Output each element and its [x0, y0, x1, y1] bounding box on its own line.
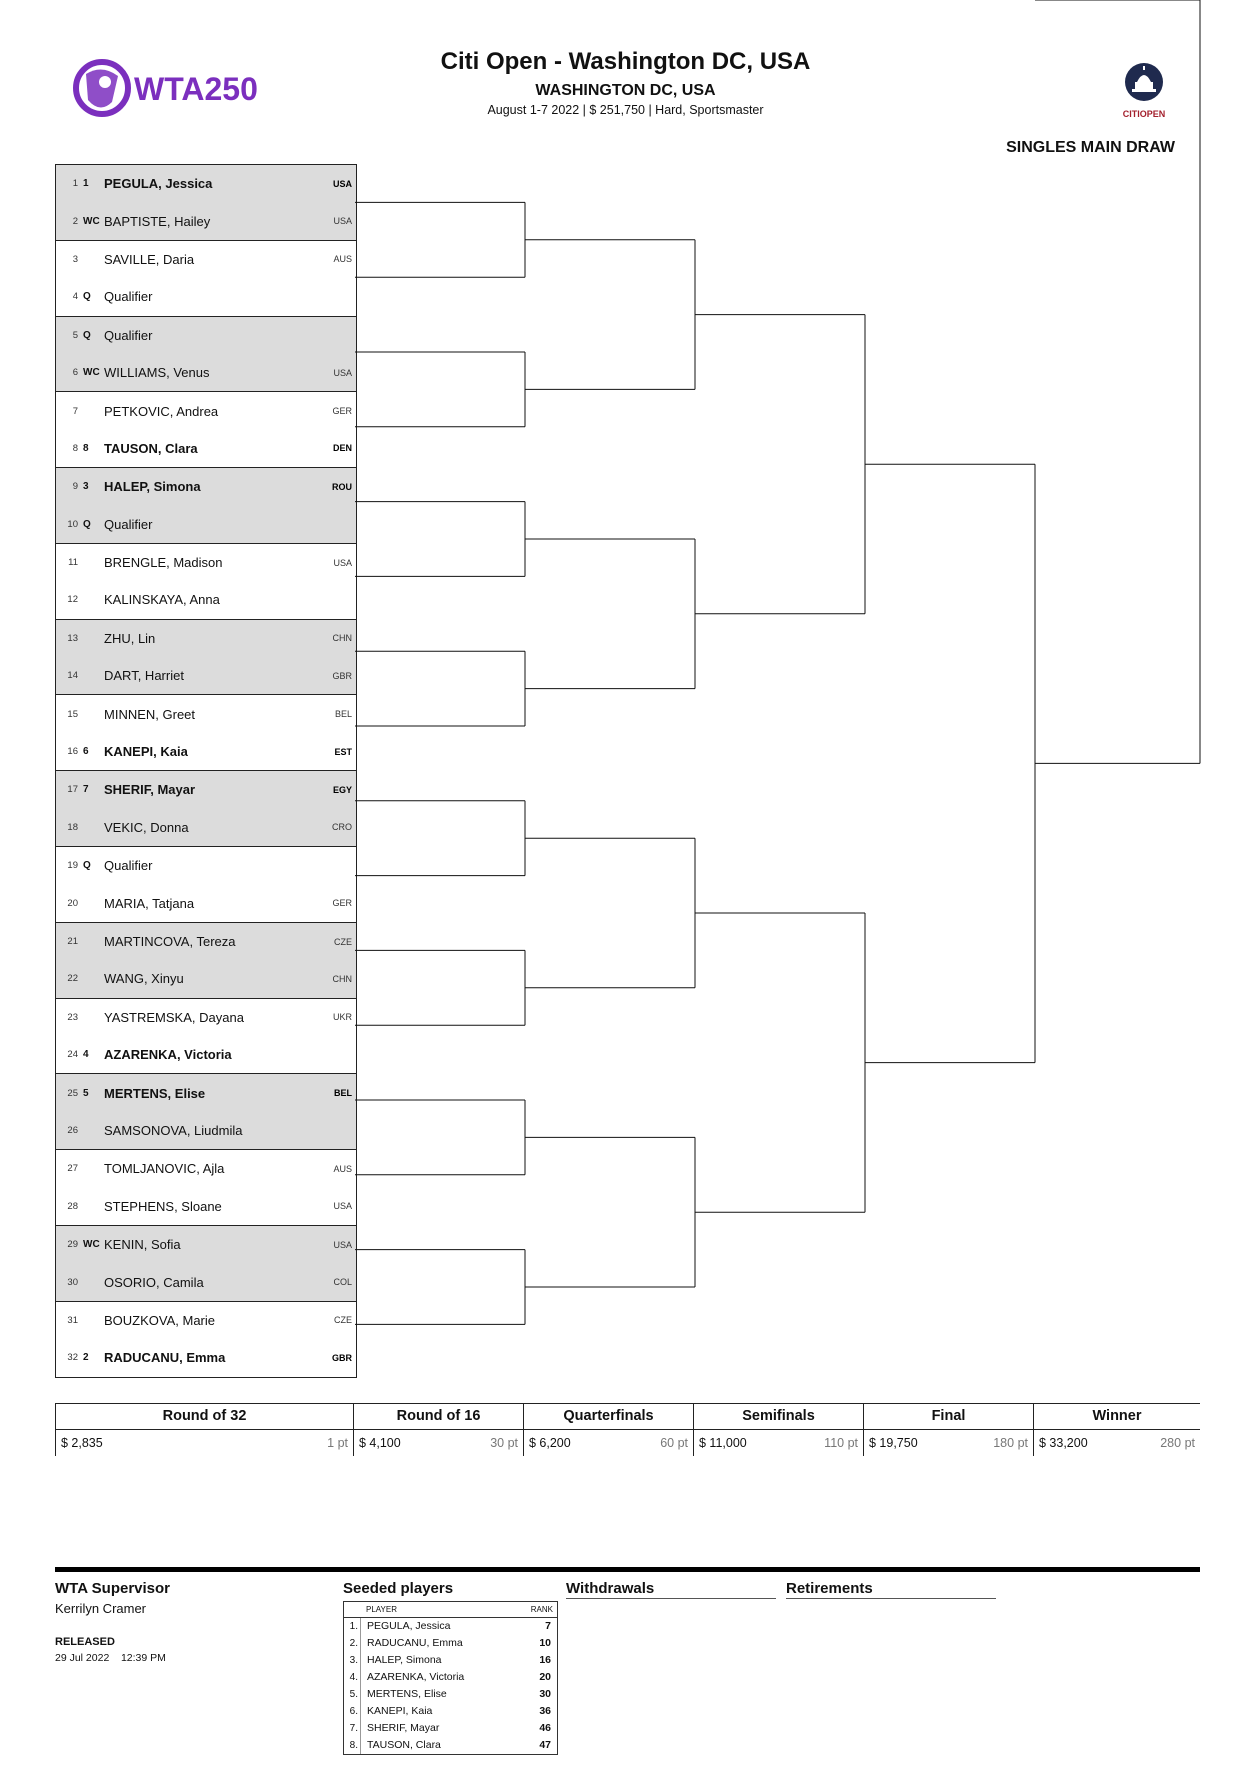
player-name: YASTREMSKA, Dayana: [104, 1009, 244, 1025]
seeded-row: [344, 1635, 557, 1652]
player-name: SHERIF, Mayar: [104, 782, 196, 798]
prize-points: 1 pt: [327, 1436, 348, 1450]
seed-rank: 7: [545, 1620, 551, 1632]
draw-seed: 1: [83, 178, 89, 190]
player-name: MERTENS, Elise: [104, 1085, 206, 1101]
player-name: RADUCANU, Emma: [104, 1350, 226, 1366]
seed-rank: 46: [539, 1722, 551, 1734]
tournament-location: WASHINGTON DC, USA: [535, 82, 716, 99]
player-name: AZARENKA, Victoria: [104, 1047, 232, 1063]
seed-rank: 36: [539, 1705, 551, 1717]
player-nationality: EGY: [332, 784, 352, 795]
seed-number: 8.: [344, 1737, 361, 1754]
player-name: PETKOVIC, Andrea: [104, 403, 219, 419]
seed-player: RADUCANU, Emma: [367, 1637, 463, 1649]
draw-position: 1: [72, 178, 78, 190]
player-nationality: CZE: [334, 936, 352, 947]
player-nationality: AUS: [333, 254, 352, 265]
seed-number: 4.: [344, 1669, 361, 1686]
player-nationality: UKR: [332, 1012, 352, 1023]
seed-player: HALEP, Simona: [367, 1654, 442, 1666]
seed-player: TAUSON, Clara: [367, 1739, 441, 1751]
player-nationality: CHN: [332, 633, 352, 644]
draw-seed: WC: [83, 1239, 100, 1251]
player-name: DART, Harriet: [104, 668, 184, 684]
seeded-row: [344, 1686, 557, 1703]
draw-seed: WC: [83, 215, 100, 227]
player-nationality: GER: [332, 898, 352, 909]
draw-position: 29: [67, 1239, 78, 1251]
player-name: WILLIAMS, Venus: [104, 365, 210, 381]
draw-seed: 8: [83, 442, 89, 454]
prize-money: $ 19,750: [869, 1436, 918, 1450]
prize-round-header: Quarterfinals: [523, 1404, 693, 1429]
prize-round-header: Winner: [1033, 1404, 1200, 1429]
seeded-label: Seeded players: [343, 1580, 454, 1597]
prize-cell: [523, 1430, 693, 1456]
prize-money: $ 4,100: [359, 1436, 401, 1450]
prize-round-header: Round of 16: [353, 1404, 523, 1429]
released-date: 29 Jul 2022 12:39 PM: [55, 1652, 166, 1664]
draw-position: 23: [67, 1011, 78, 1023]
player-name: TOMLJANOVIC, Ajla: [104, 1161, 225, 1177]
player-nationality: ROU: [332, 481, 352, 492]
draw-position: 16: [67, 746, 78, 758]
draw-position: 9: [72, 481, 78, 493]
seed-number: 3.: [344, 1652, 361, 1669]
seed-player: AZARENKA, Victoria: [367, 1671, 465, 1683]
draw-position: 28: [67, 1200, 78, 1212]
prize-round-header: Final: [863, 1404, 1033, 1429]
player-name: MINNEN, Greet: [104, 706, 196, 722]
player-name: BRENGLE, Madison: [104, 555, 223, 571]
seed-rank: 30: [539, 1688, 551, 1700]
player-nationality: BEL: [334, 709, 352, 720]
player-name: ZHU, Lin: [104, 630, 156, 646]
seeded-row: [344, 1720, 557, 1737]
player-nationality: BEL: [334, 1088, 352, 1099]
tournament-title: Citi Open - Washington DC, USA: [440, 48, 811, 75]
seed-player: KANEPI, Kaia: [367, 1705, 433, 1717]
player-name: HALEP, Simona: [104, 479, 201, 495]
draw-position: 24: [67, 1049, 78, 1061]
draw-position: 8: [72, 442, 78, 454]
supervisor-label: WTA Supervisor: [55, 1580, 171, 1597]
seed-rank: 10: [539, 1637, 551, 1649]
seed-rank: 47: [539, 1739, 551, 1751]
player-name: Qualifier: [104, 516, 153, 532]
seed-number: 1.: [344, 1618, 361, 1635]
draw-position: 17: [67, 784, 78, 796]
player-name: BAPTISTE, Hailey: [104, 213, 211, 229]
seed-number: 6.: [344, 1703, 361, 1720]
draw-position: 5: [72, 329, 78, 341]
prize-points: 60 pt: [660, 1436, 688, 1450]
player-nationality: USA: [333, 1201, 352, 1212]
prize-cell: [863, 1430, 1033, 1456]
prize-points: 280 pt: [1160, 1436, 1195, 1450]
seeded-head-rank: RANK: [530, 1605, 553, 1614]
draw-title: SINGLES MAIN DRAW: [1006, 139, 1175, 156]
draw-position: 19: [67, 860, 78, 872]
prize-money-table: [55, 1403, 1200, 1456]
seed-player: SHERIF, Mayar: [367, 1722, 440, 1734]
draw-seed: 3: [83, 481, 89, 493]
player-name: WANG, Xinyu: [104, 971, 184, 987]
prize-money: $ 6,200: [529, 1436, 571, 1450]
prize-points: 180 pt: [993, 1436, 1028, 1450]
player-nationality: DEN: [332, 443, 352, 454]
retirements-label: Retirements: [786, 1580, 996, 1599]
prize-money: $ 33,200: [1039, 1436, 1088, 1450]
seeded-row: [344, 1703, 557, 1720]
draw-position: 31: [67, 1314, 78, 1326]
prize-points: 110 pt: [824, 1436, 858, 1450]
seeded-row: [344, 1737, 557, 1754]
player-nationality: AUS: [333, 1163, 352, 1174]
draw-position: 6: [72, 367, 78, 379]
draw-position: 4: [72, 291, 78, 303]
player-nationality: CZE: [334, 1315, 352, 1326]
draw-seed: 7: [83, 784, 89, 796]
player-nationality: USA: [333, 1239, 352, 1250]
player-name: PEGULA, Jessica: [104, 176, 213, 192]
tournament-info: August 1-7 2022 | $ 251,750 | Hard, Sportsmaster: [487, 103, 764, 117]
draw-seed: Q: [83, 291, 91, 303]
draw-position: 12: [67, 594, 78, 606]
player-nationality: CHN: [332, 973, 352, 984]
seed-number: 2.: [344, 1635, 361, 1652]
draw-position: 32: [67, 1352, 78, 1364]
player-name: KENIN, Sofia: [104, 1237, 181, 1253]
draw-seed: WC: [83, 367, 100, 379]
draw-position: 25: [67, 1087, 78, 1099]
footer-divider: [55, 1567, 1200, 1572]
seed-player: PEGULA, Jessica: [367, 1620, 451, 1632]
released-label: RELEASED: [55, 1636, 115, 1648]
prize-round-header: Semifinals: [693, 1404, 863, 1429]
player-nationality: USA: [333, 367, 352, 378]
prize-money: $ 2,835: [61, 1436, 103, 1450]
seeded-row: [344, 1652, 557, 1669]
draw-position: 21: [67, 936, 78, 947]
seeded-row: [344, 1669, 557, 1686]
player-name: TAUSON, Clara: [104, 440, 198, 456]
seeded-head-player: PLAYER: [366, 1605, 397, 1614]
seed-number: 7.: [344, 1720, 361, 1737]
prize-money: $ 11,000: [699, 1436, 747, 1450]
withdrawals-label: Withdrawals: [566, 1580, 776, 1599]
sponsor-name: CITIOPEN: [1122, 109, 1166, 119]
draw-seed: Q: [83, 518, 91, 530]
prize-cell: [353, 1430, 523, 1456]
prize-cell: [693, 1430, 863, 1456]
player-name: Qualifier: [104, 858, 153, 874]
draw-seed: Q: [83, 860, 91, 872]
supervisor-name: Kerrilyn Cramer: [55, 1601, 147, 1616]
player-name: Qualifier: [104, 289, 153, 305]
draw-position: 11: [68, 557, 78, 569]
draw-position: 2: [72, 215, 78, 227]
prize-value-row: [55, 1430, 1200, 1456]
draw-position: 22: [67, 973, 78, 985]
prize-cell: [1033, 1430, 1200, 1456]
draw-position: 14: [67, 670, 78, 682]
player-name: BOUZKOVA, Marie: [104, 1312, 216, 1328]
player-nationality: USA: [333, 557, 352, 568]
draw-seed: 2: [83, 1352, 89, 1364]
draw-position: 15: [67, 708, 78, 720]
player-nationality: CRO: [332, 822, 352, 833]
draw-position: 3: [72, 253, 78, 265]
draw-position: 26: [67, 1124, 78, 1136]
draw-seed: 6: [83, 746, 89, 758]
player-name: MARIA, Tatjana: [104, 895, 195, 911]
player-name: SAVILLE, Daria: [104, 251, 195, 267]
player-nationality: GBR: [332, 1352, 352, 1363]
player-name: OSORIO, Camila: [104, 1274, 204, 1290]
draw-seed: 5: [83, 1087, 89, 1099]
seeded-row: [344, 1618, 557, 1635]
draw-position: 18: [67, 821, 78, 833]
player-name: KALINSKAYA, Anna: [104, 592, 220, 608]
draw-position: 13: [67, 632, 78, 644]
draw-position: 10: [67, 518, 78, 530]
prize-points: 30 pt: [490, 1436, 518, 1450]
prize-head-row: [55, 1403, 1200, 1430]
seed-rank: 16: [539, 1654, 551, 1666]
seed-number: 5.: [344, 1686, 361, 1703]
player-nationality: USA: [332, 178, 352, 189]
prize-round-header: Round of 32: [55, 1404, 353, 1429]
player-nationality: GBR: [332, 670, 352, 681]
player-name: SAMSONOVA, Liudmila: [104, 1122, 243, 1138]
seed-rank: 20: [539, 1671, 551, 1683]
prize-cell: [55, 1430, 353, 1456]
player-name: STEPHENS, Sloane: [104, 1198, 222, 1214]
draw-position: 7: [72, 405, 78, 417]
player-nationality: GER: [332, 406, 352, 417]
player-name: KANEPI, Kaia: [104, 744, 188, 760]
player-nationality: USA: [333, 216, 352, 227]
draw-position: 30: [67, 1276, 78, 1288]
seed-player: MERTENS, Elise: [367, 1688, 447, 1700]
seeded-table-head: [344, 1602, 557, 1618]
player-name: Qualifier: [104, 327, 153, 343]
player-nationality: COL: [333, 1277, 352, 1288]
logo-text: WTA250: [134, 71, 258, 107]
player-name: MARTINCOVA, Tereza: [104, 934, 236, 949]
player-nationality: EST: [334, 746, 352, 757]
draw-position: 27: [67, 1163, 78, 1175]
draw-seed: Q: [83, 329, 91, 341]
draw-position: 20: [67, 897, 78, 909]
player-name: VEKIC, Donna: [104, 819, 189, 835]
seeded-players-table: [343, 1601, 558, 1755]
draw-seed: 4: [83, 1049, 89, 1061]
